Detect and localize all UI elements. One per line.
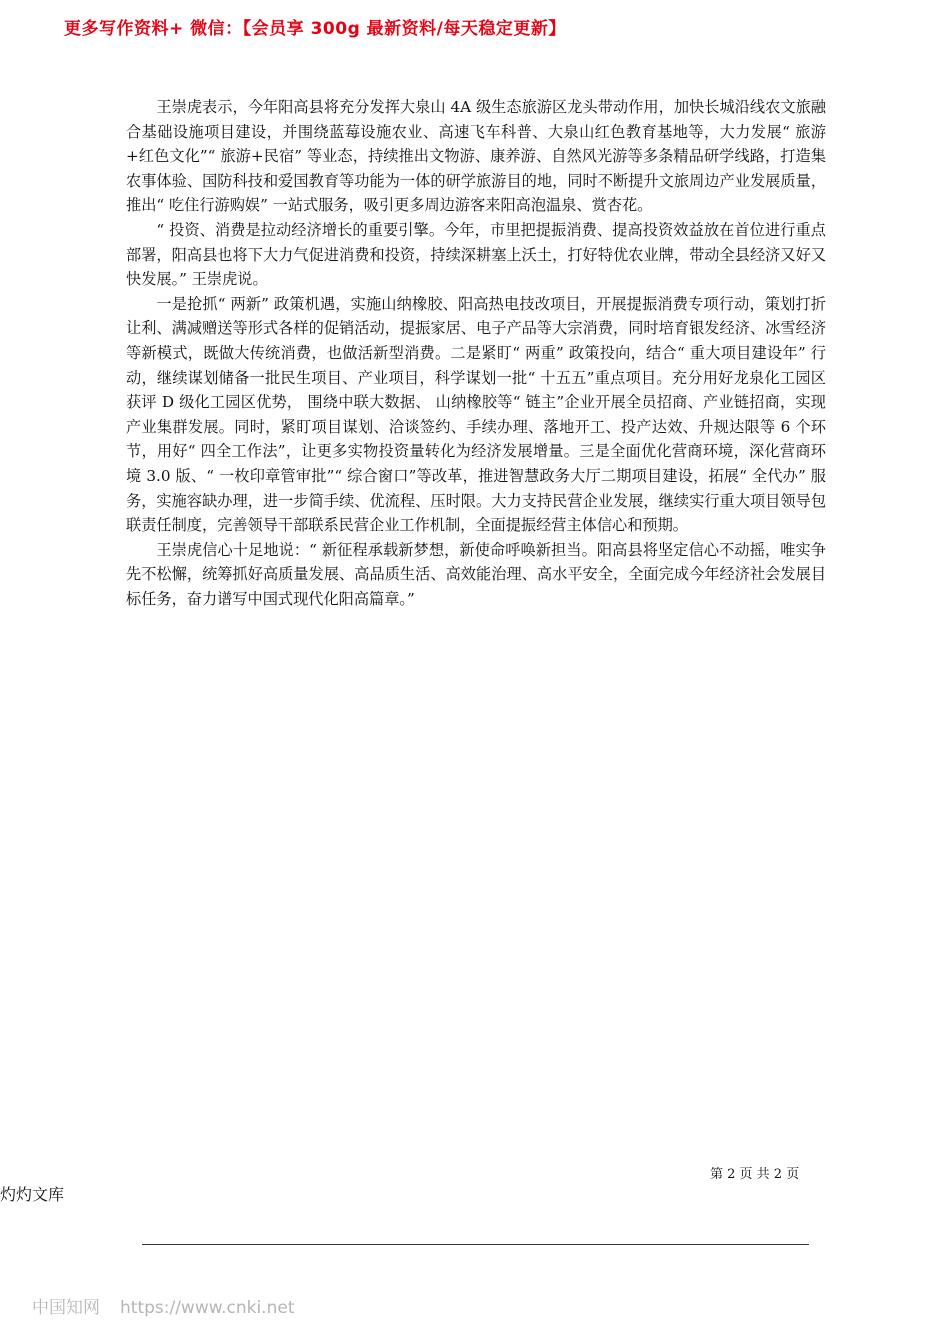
promo-banner: 更多写作资料+ 微信：【会员享 300g 最新资料/每天稳定更新】 (64, 19, 566, 39)
footer-divider (142, 1244, 809, 1245)
article-paragraph: 王崇虎信心十足地说：“ 新征程承载新梦想，新使命呼唤新担当。阳高县将坚定信心不动摇，唯实争先不松懈，统筹抓好高质量发展、高品质生活、高效能治理、高水平安全，全面完成今年经济社会发展目标任务，奋力谱写中国式现代化阳高篇章。” (126, 540, 826, 608)
watermark-site-name: 中国知网 (32, 1298, 100, 1318)
article-paragraph: 王崇虎表示，今年阳高县将充分发挥大泉山 4A 级生态旅游区龙头带动作用，加快长城沿线农文旅融合基础设施项目建设，并围绕蓝莓设施农业、高速飞车科普、大泉山红色教育基地等，大力发展“ 旅游+红色文化”“ 旅游+民宿” 等业态，持续推出文物游、康养游、自然风光游等多条精品研学线路，打造集农事体验、国防科技和爱国教育等功能为一体的研学旅游目的地，同时不断提升文旅周边产业发展质量，推出“ 吃住行游购娱” 一站式服务，吸引更多周边游客来阳高泡温泉、赏杏花。 (126, 98, 826, 215)
article-paragraph: 一是抢抓“ 两新” 政策机遇，实施山纳橡胶、阳高热电技改项目，开展提振消费专项行动，策划打折让利、满减赠送等形式各样的促销活动，提振家居、电子产品等大宗消费，同时培育银发经济、冰雪经济等新模式，既做大传统消费，也做活新型消费。二是紧盯“ 两重” 政策投向，结合“ 重大项目建设年” 行动，继续谋划储备一批民生项目、产业项目，科学谋划一批“ 十五五”重点项目。充分用好龙泉化工园区获评 D 级化工园区优势， 围绕中联大数据、 山纳橡胶等“ 链主”企业开展全员招商、产业链招商，实现产业集群发展。同时，紧盯项目谋划、洽谈签约、手续办理、落地开工、投产达效、升规达限等 6 个环节，用好“ 四全工作法”，让更多实物投资量转化为经济发展增量。三是全面优化营商环境，深化营商环境 3.0 版、“ 一枚印章管审批”“ 综合窗口”等改革，推进智慧政务大厅二期项目建设，拓展“ 全代办” 服务，实施容缺办理，进一步简手续、优流程、压时限。大力支持民营企业发展，继续实行重大项目领导包联责任制度，完善领导干部联系民营企业工作机制，全面提振经营主体信心和预期。 (126, 294, 826, 535)
watermark (32, 1293, 294, 1318)
article-paragraph: “ 投资、消费是拉动经济增长的重要引擎。今年，市里把提振消费、提高投资效益放在首位进行重点部署，阳高县也将下大力气促进消费和投资，持续深耕塞上沃土，打好特优农业牌，带动全县经济又好又快发展。” 王崇虎说。 (126, 220, 826, 289)
article-body (126, 95, 826, 611)
footer-brand: 灼灼文库 (0, 1185, 65, 1204)
page-number: 第 2 页 共 2 页 (710, 1167, 800, 1182)
watermark-url: https://www.cnki.net (120, 1298, 295, 1318)
